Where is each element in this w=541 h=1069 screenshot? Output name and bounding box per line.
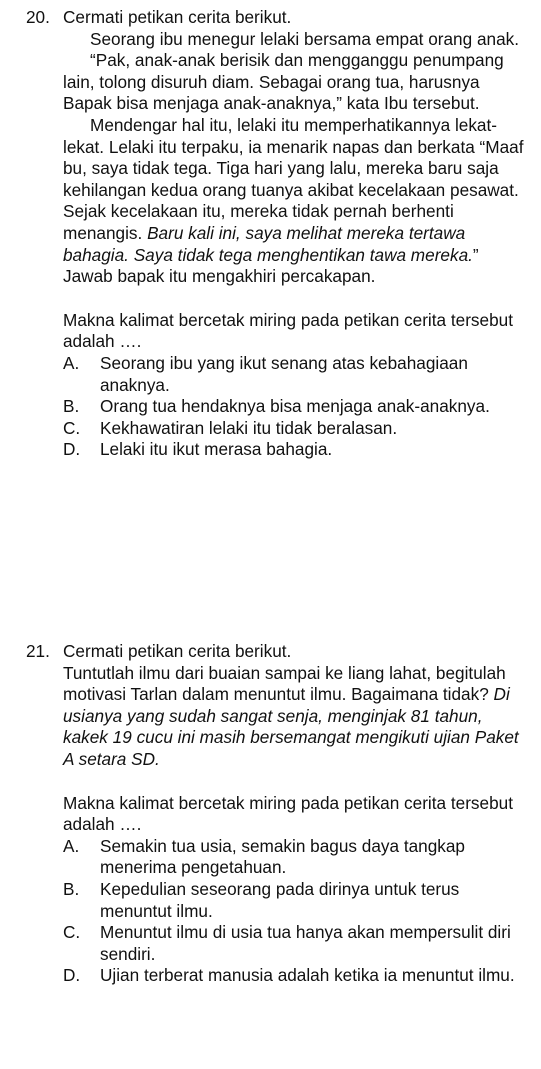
question-heading (26, 641, 531, 663)
answer-option-a[interactable] (63, 836, 531, 879)
option-letter: A. (63, 352, 80, 373)
answer-option-c[interactable] (63, 418, 531, 440)
question-instruction: Cermati petikan cerita berikut. (63, 641, 292, 661)
question-prompt: Makna kalimat bercetak miring pada petikan cerita tersebut adalah …. (63, 309, 513, 352)
option-text: Seorang ibu yang ikut senang atas kebahagiaan anaknya. (100, 352, 468, 395)
option-letter: D. (63, 439, 81, 460)
option-letter: C. (63, 922, 81, 943)
question-instruction: Cermati petikan cerita berikut. (63, 7, 292, 27)
option-text: Kepedulian seseorang pada dirinya untuk terus menuntut ilmu. (100, 878, 460, 921)
option-text: Ujian terberat manusia adalah ketika ia menuntut ilmu. (100, 965, 515, 986)
passage-paragraph (63, 663, 531, 771)
question-body (63, 663, 531, 987)
answer-option-d[interactable] (63, 965, 531, 987)
passage-text: Tuntutlah ilmu dari buaian sampai ke liang lahat, begitulah motivasi Tarlan dalam menuntut ilmu. Bagaimana tidak? (63, 662, 506, 705)
passage-text: ” Jawab bapak itu mengakhiri percakapan. (63, 244, 479, 287)
option-letter: B. (63, 396, 80, 417)
option-text: Lelaki itu ikut merasa bahagia. (100, 439, 333, 460)
option-letter: A. (63, 835, 80, 856)
question-prompt: Makna kalimat bercetak miring pada petikan cerita tersebut adalah …. (63, 792, 513, 835)
question-body (63, 29, 531, 461)
option-text: Orang tua hendaknya bisa menjaga anak-anaknya. (100, 396, 490, 417)
question-21 (26, 641, 531, 987)
question-heading (26, 7, 531, 29)
answer-options (63, 836, 531, 987)
answer-option-d[interactable] (63, 439, 531, 461)
option-letter: C. (63, 417, 81, 438)
passage-paragraph (63, 115, 531, 288)
option-text: Kekhawatiran lelaki itu tidak beralasan. (100, 417, 398, 438)
answer-option-b[interactable] (63, 396, 531, 418)
passage-paragraph: Seorang ibu menegur lelaki bersama empat orang anak. (90, 28, 519, 49)
question-20 (26, 7, 531, 461)
option-text: Semakin tua usia, semakin bagus daya tangkap menerima pengetahuan. (100, 835, 465, 878)
answer-option-c[interactable] (63, 922, 531, 965)
option-text: Menuntut ilmu di usia tua hanya akan mempersulit diri sendiri. (100, 922, 511, 964)
option-letter: B. (63, 878, 80, 899)
option-letter: D. (63, 965, 81, 986)
question-number: 21. (26, 641, 50, 661)
answer-option-b[interactable] (63, 879, 531, 922)
answer-options (63, 353, 531, 461)
answer-option-a[interactable] (63, 353, 531, 396)
passage-text: Mendengar hal itu, lelaki itu memperhatikannya lekat-lekat. Lelaki itu terpaku, ia menarik napas dan berkata “Maaf bu, saya tidak tega. Tiga hari yang lalu, mereka baru saja kehilangan kedua orang tuanya akibat kecelakaan pesawat. Sejak kecelakaan itu, mereka tidak pernah berhenti menangis. (63, 114, 524, 243)
italic-sentence: Di usianya yang sudah sangat senja, menginjak 81 tahun, kakek 19 cucu ini masih bersemangat mengikuti ujian Paket A setara SD. (63, 684, 519, 769)
italic-sentence: Baru kali ini, saya melihat mereka tertawa bahagia. Saya tidak tega menghentikan tawa mereka. (63, 222, 473, 265)
passage-paragraph: “Pak, anak-anak berisik dan mengganggu penumpang lain, tolong disuruh diam. Sebagai orang tua, harusnya Bapak bisa menjaga anak-anaknya,” kata Ibu tersebut. (63, 50, 504, 114)
question-number: 20. (26, 7, 50, 27)
